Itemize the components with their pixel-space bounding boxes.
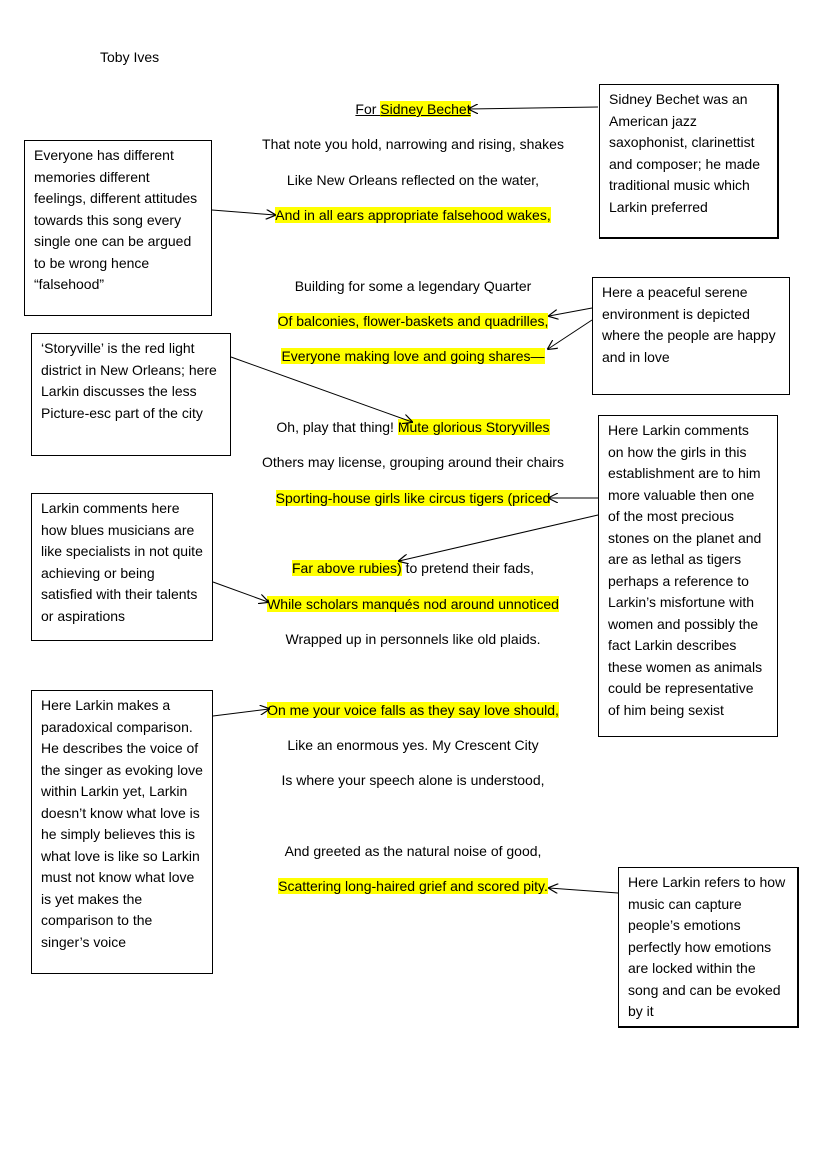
poem-line-11-highlight: While scholars manqués nod around unnoticed: [267, 596, 559, 612]
annotation-scholars: Larkin comments here how blues musicians are like specialists in not quite achieving or being satisfied with their talents or aspirations: [31, 493, 213, 641]
poem-line-12: Wrapped up in personnels like old plaids.: [285, 631, 541, 647]
author-name: Toby Ives: [100, 49, 160, 65]
annotation-tigers: Here Larkin comments on how the girls in this establishment are to him more valuable then one of the most precious stones on the planet and are as lethal as tigers perhaps a reference to Larkin’s misfortune with women and possibly the fact Larkin describes these women as animals could be representative of him being sexist: [598, 415, 778, 737]
poem-line-10-plain: to pretend their fads,: [401, 560, 535, 576]
poem-line-3-highlight: And in all ears appropriate falsehood wakes,: [275, 207, 551, 223]
annotation-paradox: Here Larkin makes a paradoxical comparison. He describes the voice of the singer as evoking love within Larkin yet, Larkin doesn’t know what love is he simply believes this is what love is like so Larkin must not know what love is yet makes the comparison to the singer’s voice: [31, 690, 213, 974]
poem-title-prefix: For: [355, 101, 381, 117]
annotation-emotions: Here Larkin refers to how music can capture people’s emotions perfectly how emotions are locked within the song and can be evoked by it: [618, 867, 799, 1028]
poem-line-7-plain: Oh, play that thing!: [276, 419, 398, 435]
annotation-falsehood: Everyone has different memories different feelings, different attitudes towards this song every single one can be argued to be wrong hence “falsehood”: [24, 140, 212, 316]
poem-line-2: Like New Orleans reflected on the water,: [286, 172, 540, 188]
arrow-tigers-2: [399, 515, 598, 561]
poem-line-13-highlight: On me your voice falls as they say love should,: [267, 702, 559, 718]
poem-line-16: And greeted as the natural noise of good,: [284, 843, 542, 859]
poem-line-3: [220, 206, 606, 224]
poem-line-5: [220, 312, 606, 330]
poem-line-8: Others may license, grouping around their chairs: [262, 454, 564, 470]
poem-line-10-highlight: Far above rubies): [291, 560, 402, 576]
poem-line-4: Building for some a legendary Quarter: [294, 278, 532, 294]
poem-line-6-highlight: Everyone making love and going shares—: [281, 348, 545, 364]
poem-line-1: That note you hold, narrowing and rising, shakes: [262, 136, 564, 152]
poem-line-10: [220, 559, 606, 577]
poem-line-13: [220, 701, 606, 719]
poem-line-9: [220, 489, 606, 507]
poem-title: [220, 100, 606, 118]
poem-line-7-highlight: Mute glorious Storyvilles: [397, 419, 550, 435]
annotation-storyville: ‘Storyville’ is the red light district in New Orleans; here Larkin discusses the less Picture-esc part of the city: [31, 333, 231, 456]
poem-line-11: [220, 595, 606, 613]
poem-line-17: [220, 877, 606, 895]
poem-line-9-highlight: Sporting-house girls like circus tigers (priced: [275, 490, 551, 506]
poem-line-14: Like an enormous yes. My Crescent City: [287, 737, 539, 753]
poem-line-7: [220, 418, 606, 436]
poem-line-5-highlight: Of balconies, flower-baskets and quadrilles,: [277, 313, 549, 329]
annotation-serene: Here a peaceful serene environment is depicted where the people are happy and in love: [592, 277, 790, 395]
poem-line-17-highlight: Scattering long-haired grief and scored pity.: [278, 878, 548, 894]
poem-title-name: Sidney Bechet: [380, 101, 471, 117]
arrow-storyville: [231, 357, 412, 422]
poem-line-15: Is where your speech alone is understood,: [281, 772, 545, 788]
annotation-bechet: Sidney Bechet was an American jazz saxophonist, clarinettist and composer; he made traditional music which Larkin preferred: [599, 84, 779, 239]
poem-line-6: [220, 347, 606, 365]
